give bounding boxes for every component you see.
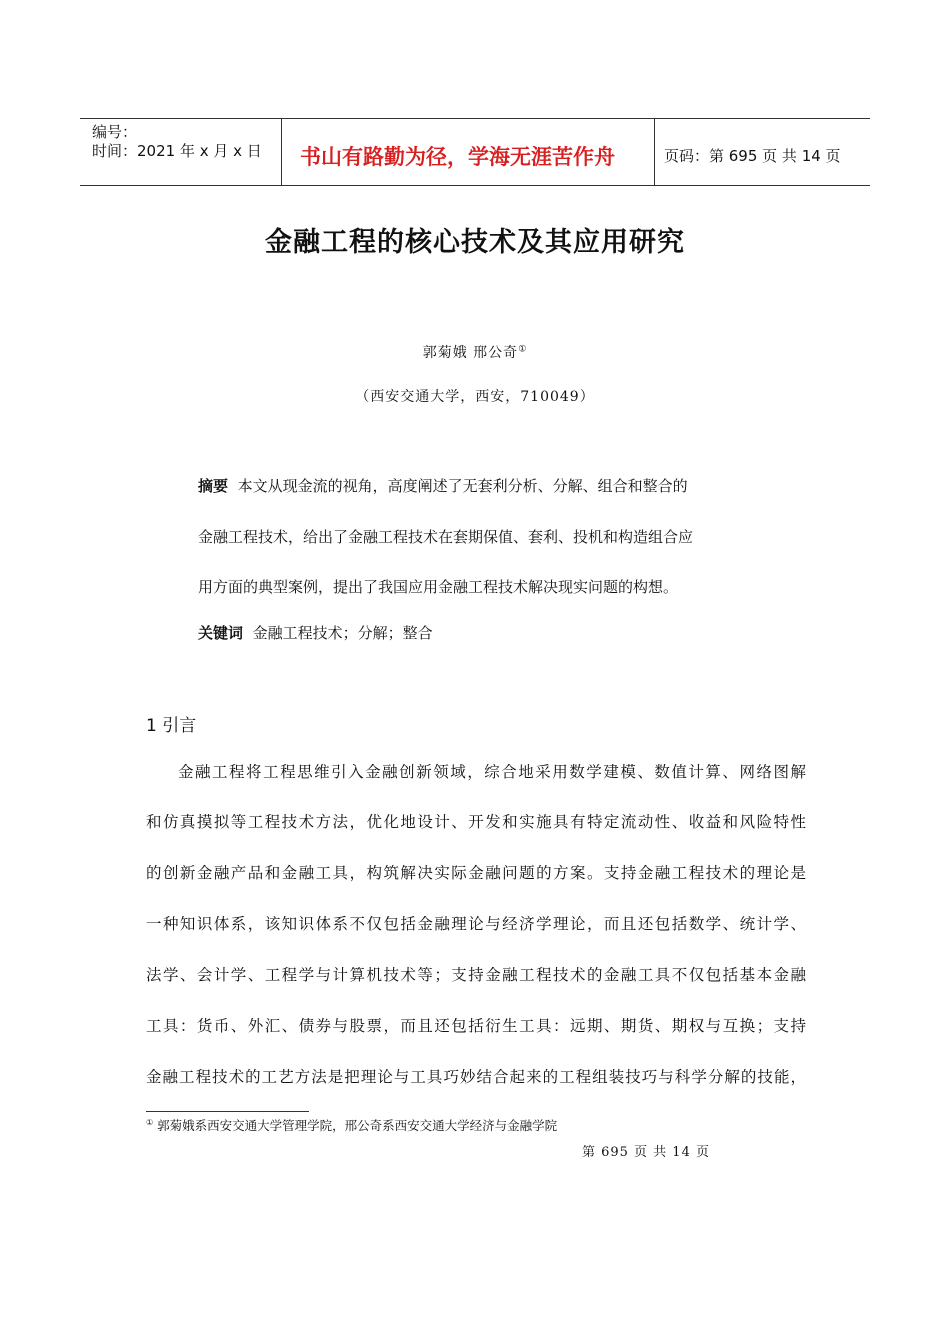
- abstract-line-1: [198, 475, 688, 496]
- author-names: 郭菊娥 邢公奇: [422, 345, 519, 361]
- header-page-code: 页码：第 695 页 共 14 页: [664, 147, 841, 165]
- paper-affiliation: （西安交通大学，西安，710049）: [355, 389, 595, 405]
- abstract-line-3: 用方面的典型案例，提出了我国应用金融工程技术解决现实问题的构想。: [198, 578, 679, 596]
- footnote-rule: [146, 1111, 309, 1112]
- body-line: 和仿真摸拟等工程技术方法，优化地设计、开发和实施具有特定流动性、收益和风险特性: [146, 813, 806, 831]
- body-line: 金融工程技术的工艺方法是把理论与工具巧妙结合起来的工程组装技巧与科学分解的技能，: [146, 1068, 806, 1086]
- body-line: 的创新金融产品和金融工具，构筑解决实际金融问题的方案。支持金融工程技术的理论是: [146, 864, 806, 882]
- footnote-text: 郭菊娥系西安交通大学管理学院，邢公奇系西安交通大学经济与金融学院: [157, 1118, 558, 1133]
- footnote: [146, 1116, 557, 1134]
- header-motto: 书山有路勤为径，学海无涯苦作舟: [300, 145, 615, 169]
- body-line: 工具：货币、外汇、债券与股票，而且还包括衍生工具：远期、期货、期权与互换；支持: [146, 1017, 806, 1035]
- keywords-text: 金融工程技术；分解；整合: [252, 624, 433, 642]
- header-divider-left: [281, 118, 282, 186]
- header-number-label: 编号：: [92, 123, 138, 141]
- keywords-label: 关键词: [198, 624, 244, 642]
- author-note-mark: ①: [518, 344, 528, 355]
- abstract-line-2: 金融工程技术，给出了金融工程技术在套期保值、套利、投机和构造组合应: [198, 528, 694, 546]
- paper-title: 金融工程的核心技术及其应用研究: [265, 227, 685, 258]
- abstract-text: 本文从现金流的视角，高度阐述了无套利分析、分解、组合和整合的: [237, 477, 688, 495]
- header-divider-right: [654, 118, 655, 186]
- header-top-rule: [80, 118, 870, 119]
- page-footer: 第 695 页 共 14 页: [581, 1145, 710, 1160]
- header-time-label: 时间：2021 年 x 月 x 日: [92, 142, 262, 160]
- body-line: 金融工程将工程思维引入金融创新领域，综合地采用数学建模、数值计算、网络图解: [178, 763, 806, 781]
- body-line: 法学、会计学、工程学与计算机技术等；支持金融工程技术的金融工具不仅包括基本金融: [146, 966, 806, 984]
- keywords-line: [198, 622, 433, 643]
- abstract-label: 摘要: [198, 477, 229, 495]
- header-bottom-rule: [80, 185, 870, 186]
- section-heading: 1 引言: [146, 716, 197, 736]
- paper-authors: [0, 342, 950, 362]
- footnote-mark: ①: [146, 1117, 154, 1127]
- body-line: 一种知识体系，该知识体系不仅包括金融理论与经济学理论，而且还包括数学、统计学、: [146, 915, 806, 933]
